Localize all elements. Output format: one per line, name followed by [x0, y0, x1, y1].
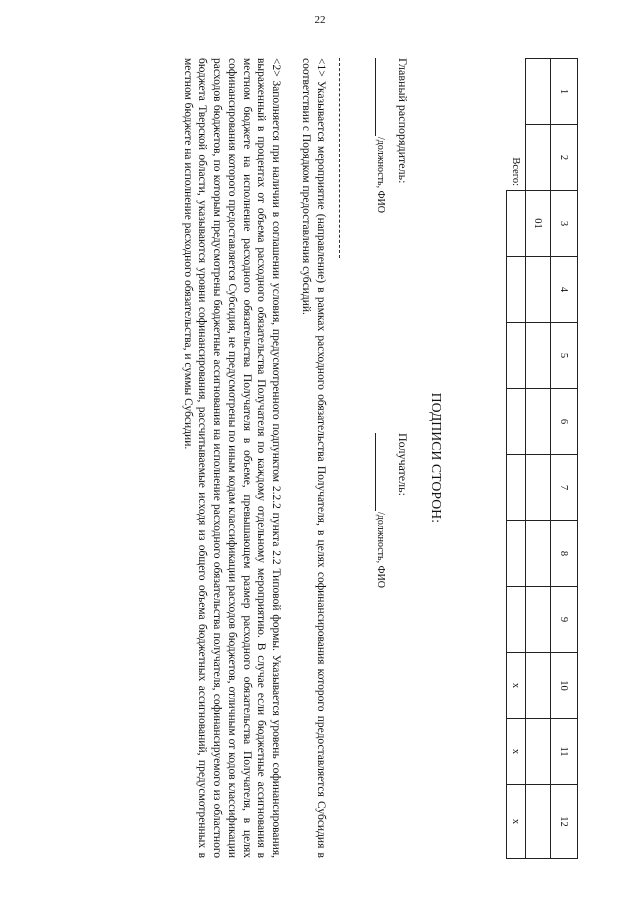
- table-total-row: [507, 59, 526, 859]
- signature-underline: [375, 58, 387, 136]
- total-cell: x: [507, 785, 526, 859]
- total-cell: x: [507, 653, 526, 719]
- signature-underline: [375, 433, 387, 511]
- table-cell: [526, 125, 551, 191]
- header-cell: 4: [551, 257, 578, 323]
- footnote-2: <2> Заполняется при наличии в соглашении условия, предусмотренного подпунктом 2.2.2 пункта 2.2 Типовой формы. Указывается уровень софинансирования, выраженный в процентах от объема расходного обязательства Получателя по каждому отдельному мероприятию. В случае если бюджетные ассигнования в местном бюджете на исполнение расходного обязательства Получателя в объеме, превышающем размер расходного обязательства Получателя, в целях софинансирования которого предоставляется Субсидия, не предусмотрены по иным кодам классификации расходов бюджетов, отличным от кодов классификации расходов бюджетов, по которым предусмотрены бюджетные ассигнования на исполнение расходного обязательства получателя, софинансируемого из областного бюджета Тверской области, указываются уровни софинансирования, рассчитываемые исходя из общего объема бюджетных ассигнований, предусмотренных в местном бюджете на исполнение расходного обязательства, и суммы Субсидии.: [181, 58, 282, 858]
- header-cell: 5: [551, 323, 578, 389]
- header-cell: 2: [551, 125, 578, 191]
- table-cell: [526, 257, 551, 323]
- total-cell: [507, 191, 526, 257]
- subsidy-table: [506, 58, 578, 859]
- total-cell: x: [507, 719, 526, 785]
- header-cell: 9: [551, 587, 578, 653]
- signature-role-left: Главный распорядитель:: [396, 58, 410, 184]
- signature-line-left: [375, 58, 387, 358]
- empty-cell: [507, 59, 526, 125]
- table-header-row: [551, 59, 578, 859]
- header-cell: 10: [551, 653, 578, 719]
- table-row: [526, 59, 551, 859]
- header-cell: 6: [551, 389, 578, 455]
- table-cell: [526, 653, 551, 719]
- signature-role-right: Получатель:: [396, 433, 410, 496]
- table-cell: [526, 587, 551, 653]
- table-cell: [526, 59, 551, 125]
- total-cell: [507, 455, 526, 521]
- footnote-1: <1> Указывается мероприятие (направление) в рамках расходного обязательства Получателя, в целях софинансирования которого предоставляется Субсидия в соответствии с Порядком предоставления субсидий.: [300, 58, 327, 858]
- header-cell: 12: [551, 785, 578, 859]
- total-cell: [507, 257, 526, 323]
- total-cell: [507, 389, 526, 455]
- table-cell: 01: [526, 191, 551, 257]
- signature-block-left: [375, 58, 410, 358]
- table-cell: [526, 521, 551, 587]
- header-cell: 11: [551, 719, 578, 785]
- header-cell: 3: [551, 191, 578, 257]
- footnote-separator: [339, 58, 340, 258]
- table-cell: [526, 785, 551, 859]
- landscape-content: [53, 58, 578, 858]
- signature-caption-left: /должность, ФИО: [375, 137, 386, 213]
- signature-caption-right: /должность, ФИО: [375, 512, 386, 588]
- total-cell: [507, 521, 526, 587]
- total-cell: [507, 323, 526, 389]
- signature-block-right: [375, 433, 410, 733]
- table-cell: [526, 323, 551, 389]
- total-cell: [507, 587, 526, 653]
- signature-line-right: [375, 433, 387, 733]
- header-cell: 7: [551, 455, 578, 521]
- table-cell: [526, 389, 551, 455]
- header-cell: 1: [551, 59, 578, 125]
- signatures-title: ПОДПИСИ СТОРОН:: [429, 392, 444, 524]
- header-cell: 8: [551, 521, 578, 587]
- total-label: Всего:: [510, 157, 522, 186]
- table-cell: [526, 455, 551, 521]
- table-cell: [526, 719, 551, 785]
- page-number: 22: [314, 14, 326, 26]
